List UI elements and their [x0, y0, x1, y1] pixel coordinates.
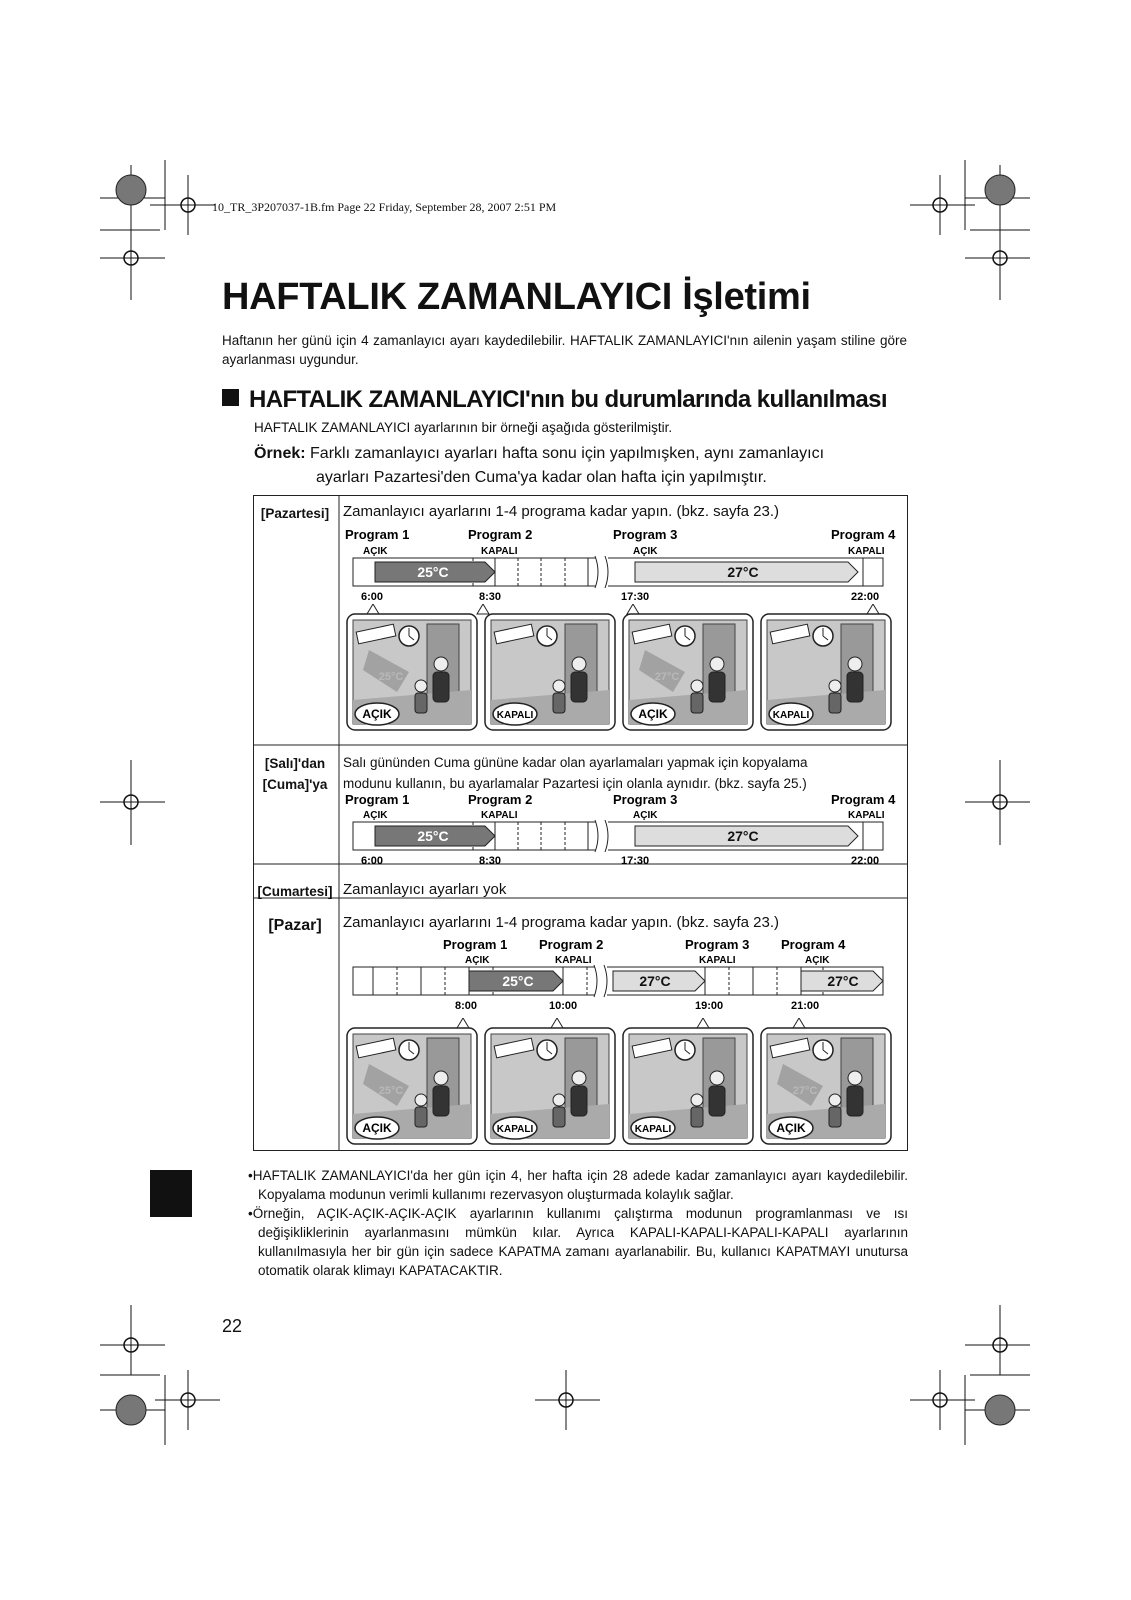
section-heading-text: HAFTALIK ZAMANLAYICI'nın bu durumlarında kullanılması	[249, 386, 887, 413]
program-label: Program 3	[685, 937, 750, 952]
sunday-text: Zamanlayıcı ayarlarını 1-4 programa kadar yapın. (bkz. sayfa 23.)	[343, 914, 780, 931]
status-badge-label: KAPALI	[496, 710, 534, 721]
status-badge-label: AÇIK	[362, 707, 392, 721]
monday-illustrations	[343, 604, 903, 734]
status-badge-label: AÇIK	[776, 1121, 806, 1135]
time-label: 17:30	[621, 591, 650, 603]
state-label: KAPALI	[848, 546, 885, 557]
time-label: 8:30	[479, 591, 502, 603]
sunday-timeline	[343, 936, 903, 1016]
state-label: KAPALI	[555, 955, 592, 966]
square-bullet-icon	[222, 389, 239, 406]
status-badge-label: AÇIK	[638, 707, 668, 721]
program-label: Program 4	[831, 527, 896, 542]
day-label-friday: [Cuma]'ya	[262, 777, 328, 792]
state-label: AÇIK	[805, 955, 830, 966]
program-label: Program 3	[613, 792, 678, 807]
status-badge-label: KAPALI	[772, 710, 810, 721]
state-label: KAPALI	[481, 546, 518, 557]
program-label: Program 4	[781, 937, 846, 952]
illustration-panel	[761, 604, 891, 730]
time-label: 21:00	[791, 1000, 820, 1012]
saturday-text: Zamanlayıcı ayarları yok	[343, 881, 507, 898]
monday-timeline	[343, 526, 903, 606]
temp-label: 25°C	[502, 973, 534, 989]
illustration-panel	[477, 604, 615, 730]
example-block	[254, 442, 904, 490]
illustration-panel	[623, 604, 753, 730]
day-label-monday: [Pazartesi]	[260, 506, 330, 521]
state-label: KAPALI	[481, 810, 518, 821]
program-label: Program 1	[443, 937, 508, 952]
time-label: 17:30	[621, 855, 650, 867]
temp-label: 27°C	[727, 828, 759, 844]
notes-list	[248, 1166, 908, 1280]
state-label: KAPALI	[699, 955, 736, 966]
sunday-illustrations	[343, 1018, 903, 1148]
note-item: •Örneğin, AÇIK-AÇIK-AÇIK-AÇIK ayarlarının kullanımı çalıştırma modunun programlanması ve ısı değişikliklerinin ayarlanmasını mümkün kılar. Ayrıca KAPALI-KAPALI-KAPALI-KAPALI ayarlarının kullanılmasıyla her bir gün için sadece KAPATMA zamanı ayarlanabilir. Bu, kullanıcı KAPATMAYI unutursa otomatik olarak klimayı KAPATACAKTIR.	[248, 1206, 908, 1278]
day-label-tuesday: [Salı]'dan	[264, 756, 326, 771]
tuesday-friday-text-1: Salı gününden Cuma gününe kadar olan ayarlamaları yapmak için kopyalama	[343, 755, 808, 770]
time-label: 10:00	[549, 1000, 578, 1012]
time-label: 22:00	[851, 855, 880, 867]
illustration-panel	[347, 1018, 477, 1144]
day-label-saturday: [Cumartesi]	[257, 884, 333, 899]
program-label: Program 3	[613, 527, 678, 542]
temp-label: 27°C	[639, 973, 671, 989]
intro-paragraph: Haftanın her günü için 4 zamanlayıcı ayarı kaydedilebilir. HAFTALIK ZAMANLAYICI'nın ailenin yaşam stiline göre ayarlanması uygundur.	[222, 333, 907, 367]
section-tab-marker	[150, 1170, 192, 1217]
program-label: Program 2	[468, 527, 533, 542]
temp-label: 25°C	[417, 564, 449, 580]
status-badge-label: AÇIK	[362, 1121, 392, 1135]
temp-label: 25°C	[417, 828, 449, 844]
status-badge-label: KAPALI	[496, 1124, 534, 1135]
example-label: Örnek:	[254, 445, 306, 462]
illustration-panel	[623, 1018, 753, 1144]
tuesday-friday-text-2: modunu kullanın, bu ayarlamalar Pazartesi için olanla aynıdır. (bkz. sayfa 25.)	[343, 776, 807, 791]
state-label: AÇIK	[465, 955, 490, 966]
note-item: •HAFTALIK ZAMANLAYICI'da her gün için 4, her hafta için 28 adede kadar zamanlayıcı ayarı kaydedilebilir. Kopyalama modunun verimli kullanımı rezervasyon oluşturmada kolaylık sağlar.	[248, 1168, 908, 1202]
temp-label: 27°C	[727, 564, 759, 580]
temp-label: 27°C	[827, 973, 859, 989]
program-label: Program 2	[468, 792, 533, 807]
illustration-panel	[485, 1018, 615, 1144]
time-label: 19:00	[695, 1000, 724, 1012]
program-label: Program 1	[345, 527, 410, 542]
state-label: AÇIK	[363, 546, 388, 557]
example-line-1: Farklı zamanlayıcı ayarları hafta sonu için yapılmışken, aynı zamanlayıcı	[310, 445, 825, 462]
illustration-panel	[761, 1018, 891, 1144]
monday-text: Zamanlayıcı ayarlarını 1-4 programa kadar yapın. (bkz. sayfa 23.)	[343, 503, 780, 520]
time-label: 8:30	[479, 855, 502, 867]
state-label: AÇIK	[633, 810, 658, 821]
program-label: Program 4	[831, 792, 896, 807]
time-label: 6:00	[361, 591, 384, 603]
status-badge-label: KAPALI	[634, 1124, 672, 1135]
file-header: 10_TR_3P207037-1B.fm Page 22 Friday, September 28, 2007 2:51 PM	[212, 200, 557, 214]
section-heading	[222, 386, 887, 414]
state-label: AÇIK	[363, 810, 388, 821]
time-label: 6:00	[361, 855, 384, 867]
tuesday-friday-timeline	[343, 791, 903, 871]
state-label: AÇIK	[633, 546, 658, 557]
program-label: Program 1	[345, 792, 410, 807]
example-line-2: ayarları Pazartesi'den Cuma'ya kadar olan hafta için yapılmıştır.	[316, 469, 767, 486]
time-label: 22:00	[851, 591, 880, 603]
time-label: 8:00	[455, 1000, 478, 1012]
page-number: 22	[222, 1316, 243, 1336]
state-label: KAPALI	[848, 810, 885, 821]
program-label: Program 2	[539, 937, 604, 952]
day-label-sunday: [Pazar]	[268, 917, 322, 934]
illustration-panel	[347, 604, 477, 730]
page-title: HAFTALIK ZAMANLAYICI İşletimi	[222, 276, 811, 318]
example-intro: HAFTALIK ZAMANLAYICI ayarlarının bir örneği aşağıda gösterilmiştir.	[254, 420, 673, 435]
